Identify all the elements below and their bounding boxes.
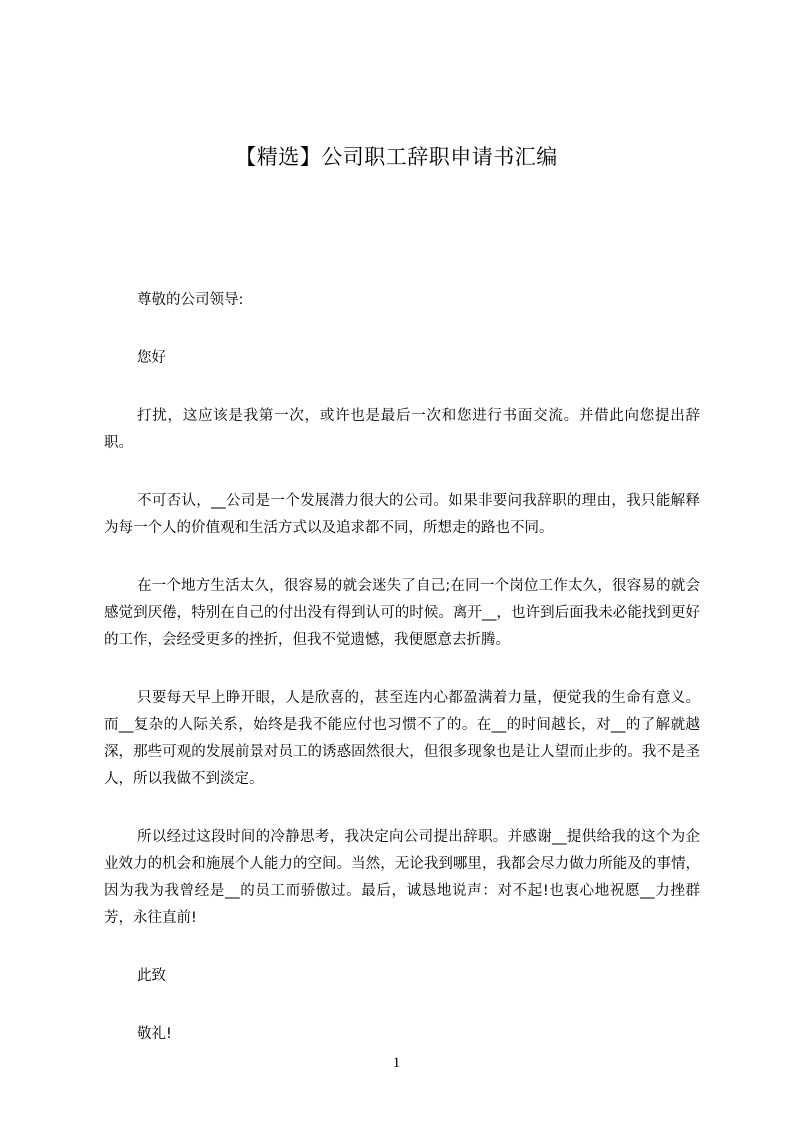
document-body (104, 287, 700, 1079)
body-paragraph: 所以经过这段时间的冷静思考，我决定向公司提出辞职。并感谢__提供给我的这个为企业效力的机会和施展个人能力的空间。当然，无论我到哪里，我都会尽力做力所能及的事情，因为我为我曾经是__的员工而骄傲过。最后，诚恳地说声：对不起!也衷心地祝愿__力挫群芳，永往直前! (104, 829, 700, 926)
page-number: 1 (392, 1055, 401, 1071)
body-paragraph: 只要每天早上睁开眼，人是欣喜的，甚至连内心都盈满着力量，便觉我的生命有意义。而__复杂的人际关系，始终是我不能应付也习惯不了的。在__的时间越长，对__的了解就越深，那些可观的发展前景对员工的诱惑固然很大，但很多现象也是让人望而止步的。我不是圣人，所以我做不到淡定。 (104, 690, 700, 787)
greeting: 您好 (137, 350, 166, 366)
body-paragraph: 不可否认，__公司是一个发展潜力很大的公司。如果非要问我辞职的理由，我只能解释为每一个人的价值观和生活方式以及追求都不同，所想走的路也不同。 (104, 493, 700, 536)
body-paragraph: 在一个地方生活太久，很容易的就会迷失了自己;在同一个岗位工作太久，很容易的就会感觉到厌倦，特别在自己的付出没有得到认可的时候。离开__，也许到后面我未必能找到更好的工作，会经受更多的挫折，但我不觉遗憾，我便愿意去折腾。 (104, 578, 700, 648)
document-title: 【精选】公司职工辞职申请书汇编 (235, 145, 558, 169)
closing-salute: 敬礼! (137, 1026, 172, 1042)
closing-line: 此致 (137, 968, 166, 984)
salutation: 尊敬的公司领导: (137, 292, 244, 308)
body-paragraph: 打扰，这应该是我第一次，或许也是最后一次和您进行书面交流。并借此向您提出辞职。 (104, 408, 700, 451)
